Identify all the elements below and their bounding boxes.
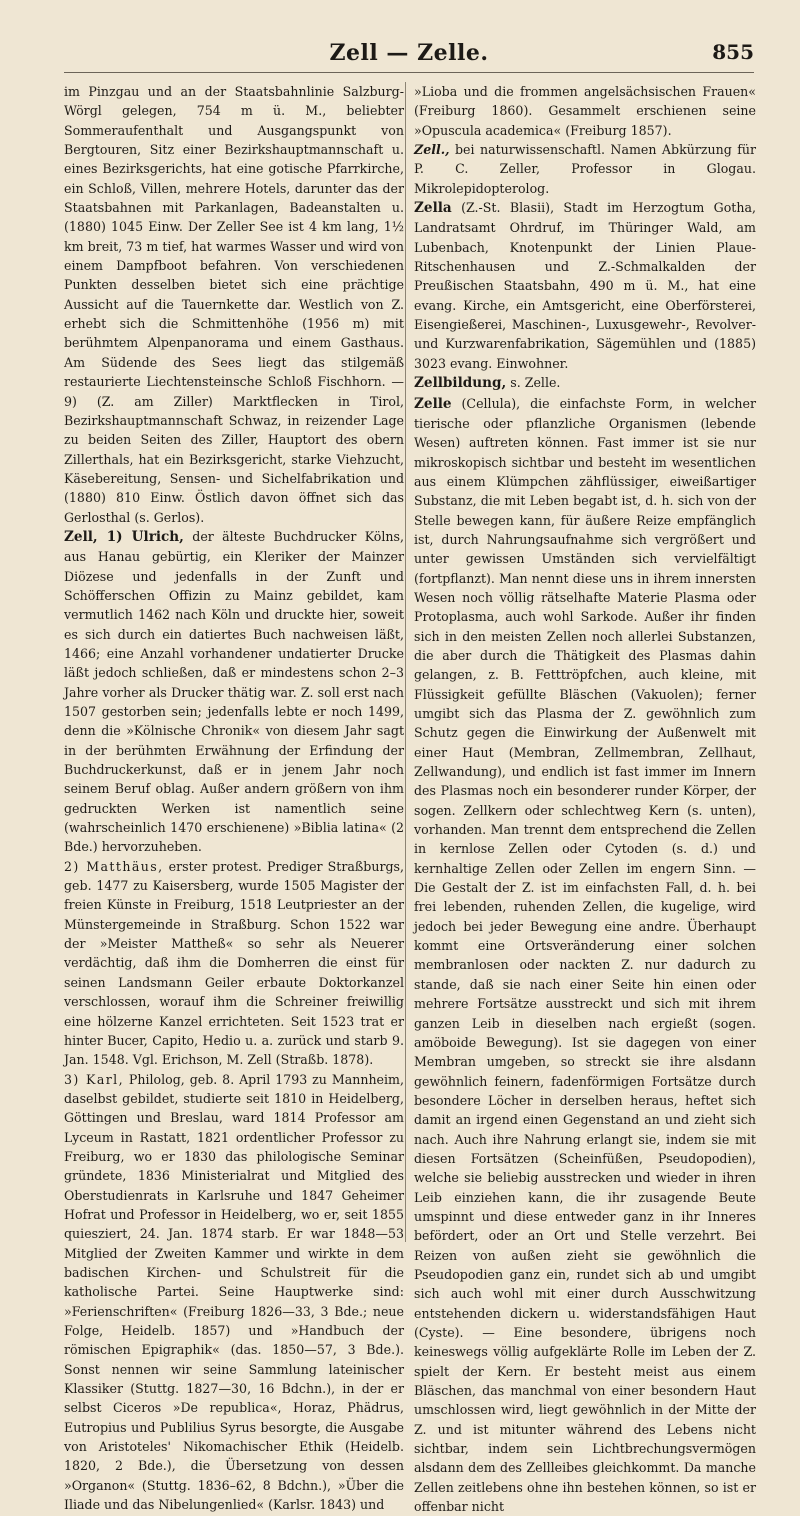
entry-paragraph (64, 527, 404, 857)
entry-headword: Zell., (414, 142, 450, 157)
entry-text: der älteste Buchdrucker Kölns, aus Hanau gebürtig, ein Kleriker der Mainzer Diözese und jedenfalls in der Zunft und Schöfferschen Offizin zu Mainz gebildet, kam vermutlich 1462 nach Köln und druckte hier, soweit es sich durch ein datiertes Buch nachweisen läßt, 1466; eine Anzahl vorhandener undatierter Drucke läßt jedoch schließen, daß er mindestens schon 2–3 Jahre vorher als Drucker thätig war. Z. soll erst nach 1507 gestorben sein; jedenfalls lebte er noch 1499, denn die »Kölnische Chronik« von diesem Jahr sagt in der berühmten Erwähnung der Erfindung der Buchdruckerkunst, daß er in jenem Jahr noch seinem Beruf oblag. Außer andern größern von ihm gedruckten Werken ist namentlich seine (wahrscheinlich 1470 erschienene) »Biblia latina« (2 Bde.) hervorzuheben. (64, 529, 404, 855)
header-rule (64, 72, 754, 73)
entry-paragraph (414, 140, 756, 198)
entry-text: »Lioba und die frommen angelsächsischen Frauen« (Freiburg 1860). Gesammelt erschienen seine »Opuscula academica« (Freiburg 1857). (414, 84, 756, 138)
entry-text: bei naturwissenschaftl. Namen Abkürzung für P. C. Zeller, Professor in Glogau. Mikrolepidopterolog. (414, 142, 756, 196)
entry-paragraph (64, 82, 404, 527)
entry-text: (Cellula), die einfachste Form, in welcher tierische oder pflanzliche Organismen (lebende Wesen) auftreten können. Fast immer ist sie nur mikroskopisch sichtbar und besteht im wesentlichen aus einem Klümpchen zähflüssiger, eiweißartiger Substanz, die mit Leben begabt ist, d. h. sich von der Stelle bewegen kann, für äußere Reize empfänglich ist, durch Nahrungsaufnahme sich vergrößert und unter gewissen Umständen sich vervielfältigt (fortpflanzt). Man nennt diese uns in ihrem innersten Wesen noch völlig rätselhafte Materie Plasma oder Protoplasma, auch wohl Sarkode. Außer ihr finden sich in den meisten Zellen noch allerlei Substanzen, die aber durch die Thätigkeit des Plasmas dahin gelangen, z. B. Fetttröpfchen, auch kleine, mit Flüssigkeit gefüllte Bläschen (Vakuolen); ferner umgibt sich das Plasma der Z. gewöhnlich zum Schutz gegen die Einwirkung der Außenwelt mit einer Haut (Membran, Zellmembran, Zellhaut, Zellwandung), und endlich ist fast immer im Innern des Plasmas noch ein besonderer runder Körper, der sogen. Zellkern oder schlechtweg Kern (s. unten), vorhanden. Man trennt dem entsprechend die Zellen in kernlose Zellen oder Cytoden (s. d.) und kernhaltige Zellen oder Zellen im engern Sinn. — Die Gestalt der Z. ist im einfachsten Fall, d. h. bei frei lebenden, ruhenden Zellen, die kugelige, wird jedoch bei jeder Bewegung eine andre. Überhaupt kommt eine Ortsveränderung einer solchen membranlosen oder nackten Z. nur dadurch zu stande, daß sie nach einer Seite hin einen oder mehrere Fortsätze ausstreckt und sich mit ihrem ganzen Leib in dieselben nach ergießt (sogen. amöboide Bewegung). Ist sie dagegen von einer Membran umgeben, so streckt sie ihre alsdann gewöhnlich feinern, fadenförmigen Fortsätze durch besondere Löcher in derselben heraus, heftet sich damit an irgend einen Gegenstand an und zieht sich nach. Auch ihre Nahrung erlangt sie, indem sie mit diesen Fortsätzen (Scheinfüßen, Pseudopodien), welche sie beliebig ausstrecken und wieder in ihren Leib einziehen kann, die ihr zusagende Beute umspinnt und diese entweder ganz in ihr Inneres befördert, oder an Ort und Stelle verzehrt. Bei Reizen von außen zieht sie gewöhnlich die Pseudopodien ganz ein, rundet sich ab und umgibt sich auch wohl mit einer durch Ausschwitzung entstehenden dickern u. widerstandsfähigen Haut (Cyste). — Eine besondere, übrigens noch keineswegs völlig aufgeklärte Rolle im Leben der Z. spielt der Kern. Er besteht meist aus einem Bläschen, das manchmal von einer besondern Haut umschlossen wird, liegt gewöhnlich in der Mitte der Z. und ist mitunter während des Lebens nicht sichtbar, indem sein Lichtbrechungsvermögen alsdann dem des Zellleibes gleichkommt. Da manche Zellen zeitlebens ohne ihn bestehen können, so ist er offenbar nicht (414, 396, 756, 1515)
entry-paragraph (414, 373, 756, 393)
page-number: 855 (712, 40, 754, 64)
entry-headword: 3) Karl, (64, 1072, 124, 1087)
entry-headword: Zella (414, 200, 452, 216)
entry-paragraph (64, 1070, 404, 1515)
entry-paragraph (64, 857, 404, 1070)
entry-paragraph (414, 394, 756, 1516)
entry-headword: Zell, 1) Ulrich, (64, 529, 184, 545)
page-header (64, 40, 754, 74)
left-column (64, 82, 404, 1514)
entry-text: Philolog, geb. 8. April 1793 zu Mannheim, daselbst gebildet, studierte seit 1810 in Heidelberg, Göttingen und Breslau, ward 1814 Professor am Lyceum in Rastatt, 1821 ordentlicher Professor zu Freiburg, wo er 1830 das philologische Seminar gründete, 1836 Ministerialrat und Mitglied des Oberstudienrats in Karlsruhe und 1847 Geheimer Hofrat und Professor in Heidelberg, wo er, seit 1855 quiesziert, 24. Jan. 1874 starb. Er war 1848—53 Mitglied der Zweiten Kammer und wirkte in dem badischen Kirchen- und Schulstreit für die katholische Partei. Seine Hauptwerke sind: »Ferienschriften« (Freiburg 1826—33, 3 Bde.; neue Folge, Heidelb. 1857) und »Handbuch der römischen Epigraphik« (das. 1850—57, 3 Bde.). Sonst nennen wir seine Sammlung lateinischer Klassiker (Stuttg. 1827—30, 16 Bdchn.), in der er selbst Ciceros »De republica«, Horaz, Phädrus, Eutropius und Publilius Syrus besorgte, die Ausgabe von Aristoteles' Nikomachischer Ethik (Heidelb. 1820, 2 Bde.), die Übersetzung von dessen »Organon« (Stuttg. 1836–62, 8 Bdchn.), »Über die Iliade und das Nibelungenlied« (Karlsr. 1843) und (64, 1072, 404, 1513)
entry-paragraph (414, 82, 756, 140)
entry-headword: 2) Matthäus, (64, 859, 164, 874)
entry-text: s. Zelle. (506, 375, 560, 390)
entry-headword: Zellbildung, (414, 375, 506, 391)
entry-paragraph (414, 198, 756, 373)
entry-text: (Z.-St. Blasii), Stadt im Herzogtum Gotha, Landratsamt Ohrdruf, im Thüringer Wald, am Lubenbach, Knotenpunkt der Linien Plaue-Ritschenhausen und Z.-Schmalkalden der Preußischen Staatsbahn, 490 m ü. M., hat eine evang. Kirche, ein Amtsgericht, eine Oberförsterei, Eisengießerei, Maschinen-, Luxusgewehr-, Revolver- und Kurzwarenfabrikation, Sägemühlen und (1885) 3023 evang. Einwohner. (414, 200, 756, 371)
right-column (414, 82, 756, 1516)
column-divider (405, 82, 406, 1242)
entry-headword: Zelle (414, 396, 452, 412)
running-title: Zell — Zelle. (64, 40, 754, 66)
entry-text: im Pinzgau und an der Staatsbahnlinie Salzburg-Wörgl gelegen, 754 m ü. M., beliebter Sommeraufenthalt und Ausgangspunkt von Bergtouren, Sitz einer Bezirkshauptmannschaft u. eines Bezirksgerichts, hat eine gotische Pfarrkirche, ein Schloß, Villen, mehrere Hotels, darunter das der Staatsbahnen mit Parkanlagen, Badeanstalten u. (1880) 1045 Einw. Der Zeller See ist 4 km lang, 1½ km breit, 73 m tief, hat warmes Wasser und wird von einem Dampfboot befahren. Von verschiedenen Punkten desselben bietet sich eine prächtige Aussicht auf die Tauernkette dar. Westlich von Z. erhebt sich die Schmittenhöhe (1956 m) mit berühmtem Alpenpanorama und einem Gasthaus. Am Südende des Sees liegt das stilgemäß restaurierte Liechtensteinsche Schloß Fischhorn. — 9) (Z. am Ziller) Marktflecken in Tirol, Bezirkshauptmannschaft Schwaz, in reizender Lage zu beiden Seiten des Ziller, Hauptort des obern Zillerthals, hat ein Bezirksgericht, starke Viehzucht, Käsebereitung, Sensen- und Sichelfabrikation und (1880) 810 Einw. Östlich davon öffnet sich das Gerlosthal (s. Gerlos). (64, 84, 404, 525)
entry-text: erster protest. Prediger Straßburgs, geb. 1477 zu Kaisersberg, wurde 1505 Magister der freien Künste in Freiburg, 1518 Leutpriester an der Münstergemeinde in Straßburg. Schon 1522 war der »Meister Mattheß« so sehr als Neuerer verdächtig, daß ihm die Domherren die einst für seinen Landsmann Geiler erbaute Doktorkanzel verschlossen, worauf ihm die Schreiner freiwillig eine hölzerne Kanzel errichteten. Seit 1523 trat er hinter Bucer, Capito, Hedio u. a. zurück und starb 9. Jan. 1548. Vgl. Erichson, M. Zell (Straßb. 1878). (64, 859, 404, 1067)
